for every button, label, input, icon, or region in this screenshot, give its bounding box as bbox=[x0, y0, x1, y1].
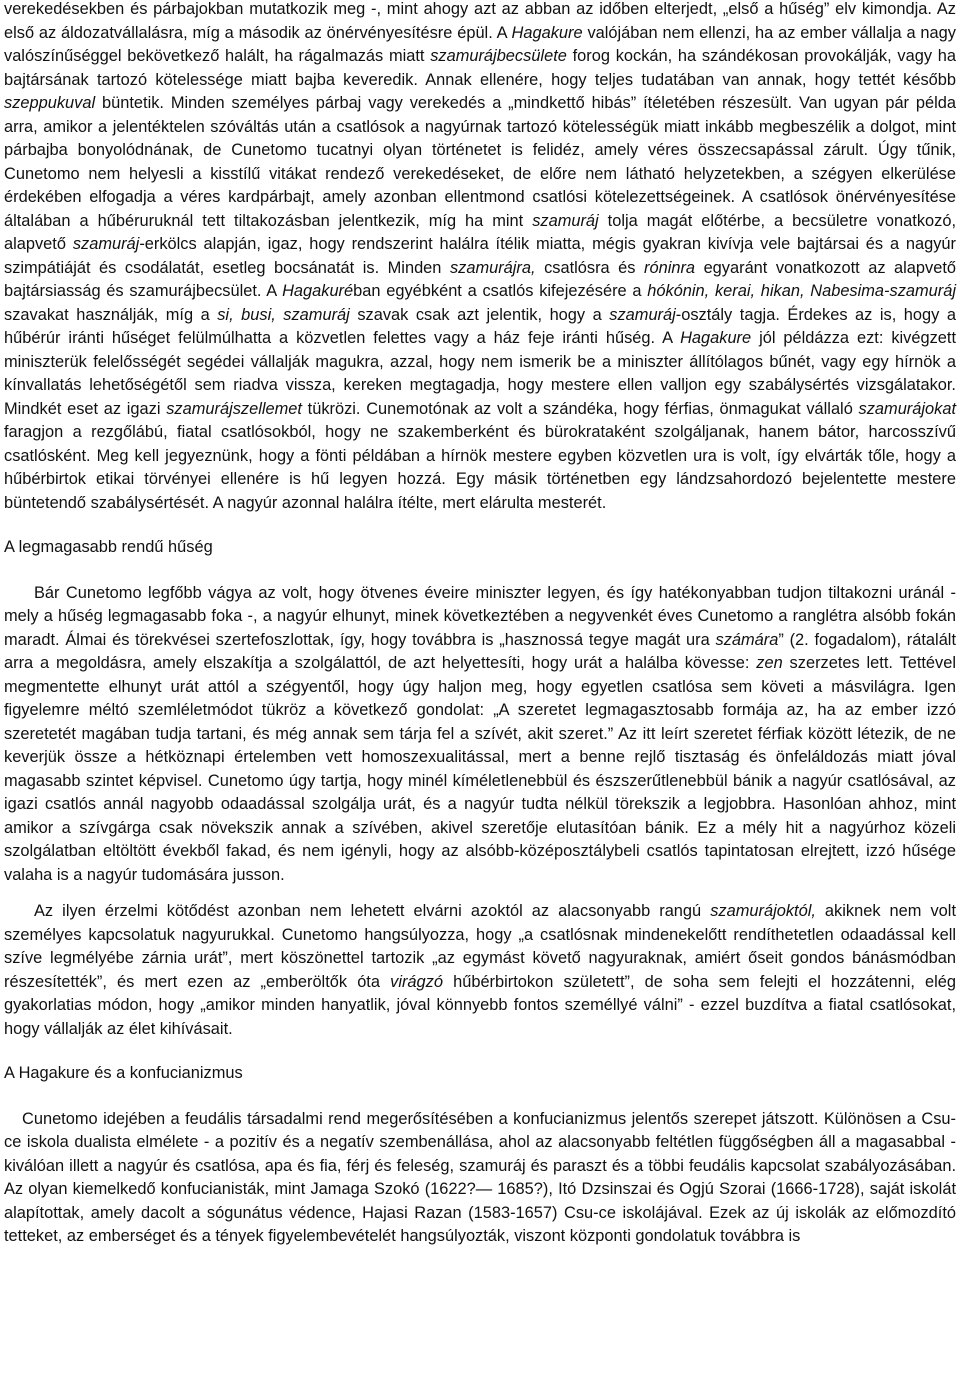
italic-run: virágzó bbox=[390, 972, 443, 991]
italic-run: zen bbox=[756, 654, 783, 672]
italic-run: szamurájoktól, bbox=[710, 902, 816, 920]
italic-run: szamurájra, bbox=[449, 258, 536, 277]
section-heading-loyalty: A legmagasabb rendű hűség bbox=[4, 538, 213, 556]
italic-run: szamuráj bbox=[532, 211, 599, 230]
italic-run: Hagakure bbox=[680, 329, 752, 347]
italic-run: számára bbox=[715, 630, 779, 649]
italic-run: róninra bbox=[644, 258, 696, 277]
italic-run: szamurájokat bbox=[858, 399, 957, 418]
italic-run: szamuráj bbox=[72, 235, 140, 253]
italic-run: Hagakure bbox=[511, 23, 583, 42]
loyalty-paragraph-1: Bár Cunetomo legfőbb vágya az volt, hogy ötvenes éveire miniszter legyen, és így hatékonyabban tudjon tiltakozni uránál - mely a hűség legmagasabb foka -, a nagyúr elhunyt, minek következtében a negyvenkét éves Cunetomo a ranglétra alsóbb fokán maradt. Álmai és törekvései szertefoszlottak, így, hogy továbbra is „hasznossá tegye magát ura számára” (2. fogadalom), rátalált arra a megoldásra, amely elszakítja a szolgálattól, de azt helyettesíti, hogy urát a halálba kövesse: zen szerzetes lett. Tettével megmentette elhunyt urát attól a szégyentől, hogy úgy haljon meg, hogy egyetlen csatlósa sem követi a másvilágra. Igen figyelemre méltó szemléletmódot tükröz a következő gondolat: „A szeretet legmagasztosabb formája az, ha az ember izzó szeretetét magában tudja tartani, és még annak sem tárja fel a szívét, akit szeret.” Az itt leírt szeretet férfiak között létezik, de ne keverjük össze a hétköznapi értelemben vett homoszexualitással, mert a benne rejlő tisztaság és önfeláldozás miatt jóval magasabb szintet képvisel. Cunetomo úgy tartja, hogy minél kíméletlenebbül és észszerűtlenebbül bánik a nagyúr csatlósával, az igazi csatlós annál nagyobb odaadással szolgálja urát, és a nagyúr tudta nélkül törekszik a legjobbra. Hasonlóan ahhoz, mint amikor a szívgárga csak növekszik annak a szívében, akivel szeretője elutasítóan bánik. Ez a mély hit a nagyúrhoz közeli szolgálatban eltöltött évekből fakad, és nem igényli, hogy az alsóbb-középosztálybeli csatlós tapintatosan elrejtett, izzó hűsége valaha is a nagyúr tudomására jusson. bbox=[4, 583, 956, 884]
loyalty-paragraph-2: Az ilyen érzelmi kötődést azonban nem lehetett elvárni azoktól az alacsonyabb rangú szamurájoktól, akiknek nem volt személyes kapcsolatuk nagyurukkal. Cunetomo hangsúlyozza, hogy „a csatlósnak mindenekelőtt rendíthetetlen odaadással kell szíve legmélyébe zárnia urát”, mert köszönettel tartozik „az egymást követő nagyuraknak, amiért őseit gondos bánásmódban részesítették”, és mert ezen az „emberöltők óta virágzó hűbérbirtokon született”, de soha sem felejti el hozzátenni, elég gyakorlatias módon, hogy „amikor minden hanyatlik, jóval könnyebb fontos személlyé válni” - ezzel buzdítva a fiatal csatlósokat, hogy vállalják az élet kihívásait. bbox=[4, 902, 957, 1038]
section-heading-confucianism: A Hagakure és a konfucianizmus bbox=[4, 1064, 243, 1082]
italic-run: szamurájbecsülete bbox=[430, 47, 567, 65]
document-page bbox=[4, 0, 956, 1249]
italic-run: Hagakuré bbox=[282, 282, 354, 300]
italic-run: szamurájszellemet bbox=[166, 399, 302, 418]
italic-run: si, busi, szamuráj bbox=[217, 305, 350, 324]
intro-paragraph: verekedésekben és párbajokban mutatkozik meg -, mint ahogy azt az abban az időben elterjedt, „első a hűség” elv kimondja. Az első az áldozatvállalásra, míg a második az önérvényesítésre épül. A Hagakure valójában nem ellenzi, ha az ember vállalja a nagy valószínűséggel bekövetkező halált, ha rágalmazás miatt szamurájbecsülete forog kockán, ha szándékosan provokálják, vagy ha bajtársának tartozó kötelessége miatt bajba keveredik. Annak ellenére, hogy teljes tudatában van annak, hogy tettét később szeppukuval büntetik. Minden személyes párbaj vagy verekedés a „mindkettő hibás” ítéletében részesült. Van ugyan pár példa arra, amikor a jelentéktelen szóváltás után a csatlósok a nagyúrnak tartozó kötelességük miatt inkább megbeszélik a dolgot, mint párbajba bonyolódnának, de Cunetomo tucatnyi olyan történetet is felidéz, amely véres összecsapással zárult. Úgy tűnik, Cunetomo nem helyesli a kisstílű vitákat rendező verekedéseket, de előre nem látható helyzetekben, a szégyen elkerülése érdekében elfogadja a véres kardpárbajt, amely azonban ellentmond csatlósi kötelezettségeinek. A csatlósok önérvényesítése általában a hűbéruruknál tett tiltakozásban jelentkezik, míg ha mint szamuráj tolja magát előtérbe, a becsületre vonatkozó, alapvető szamuráj-erkölcs alapján, igaz, hogy rendszerint halálra ítélik miatta, mégis gyakran kivívja vele bajtársai és a nagyúr szimpátiáját és csodálatát, esetleg bocsánatát is. Minden szamurájra, csatlósra és róninra egyaránt vonatkozott az alapvető bajtársiasság és szamurájbecsület. A Hagakuréban egyébként a csatlós kifejezésére a hókónin, kerai, hikan, Nabesima-szamuráj szavakat használják, míg a si, busi, szamuráj szavak csak azt jelentik, hogy a szamuráj-osztály tagja. Érdekes az is, hogy a hűbérúr iránti hűséget felülmúlhatta a közvetlen felettes vagy a ház feje iránti hűség. A Hagakure jól példázza ezt: kivégzett miniszterük felelősségét segédei vállalják magukra, azzal, hogy nem ismerik be a miniszter állítólagos bűnét, vagy egy hírnök a kínvallatás lehetőségétől sem riadva vissza, kereken megtagadja, hogy mestere ellen valljon egy szabálysértés vizsgálatakor. Mindkét eset az igazi szamurájszellemet tükrözi. Cunemotónak az volt a szándéka, hogy férfias, önmagukat vállaló szamurájokat faragjon a rezgőlábú, fiatal csatlósokból, hogy ne szakemberként és bürokrataként szolgáljanak, hanem bátor, harcosszívű csatlósként. Meg kell jegyeznünk, hogy a fönti példában a hírnök mestere egyben közvetlen ura is volt, így elvárták tőle, hogy a hűbérbirtok etikai törvényei ellenére is hű legyen hozzá. Egy másik történetben egy lándzsahordozó bejelentette mestere büntetendő szabálysértését. A nagyúr azonnal halálra ítélte, mert elárulta mesterét. bbox=[4, 0, 957, 512]
italic-run: szeppukuval bbox=[4, 94, 96, 112]
confucianism-paragraph: Cunetomo idejében a feudális társadalmi rend megerősítésében a konfucianizmus jelentős szerepet játszott. Különösen a Csu-ce iskola dualista elmélete - a pozitív és a negatív szembenállása, ahol az alacsonyabb feltétlen függőségben áll a magasabbal - kiválóan illett a nagyúr és csatlósa, apa és fia, férj és feleség, szamuráj és paraszt és a többi feudális kapcsolat szabályozásában. Az olyan kiemelkedő konfucianisták, mint Jamaga Szokó (1622?— 1685?), Itó Dzsinszai és Ogjú Szorai (1666-1728), saját iskolát alapítottak, amely dacolt a sógunátus védence, Hajasi Razan (1583-1657) Csu-ce iskolájával. Ezek az új iskolák az előmozdító tetteket, az emberséget és a tények figyelembevételét hangsúlyozták, viszont központi gondolatuk továbbra is bbox=[4, 1109, 956, 1245]
italic-run: hókónin, kerai, hikan, Nabesima-szamuráj bbox=[647, 282, 956, 300]
italic-run: szamuráj bbox=[609, 305, 676, 324]
